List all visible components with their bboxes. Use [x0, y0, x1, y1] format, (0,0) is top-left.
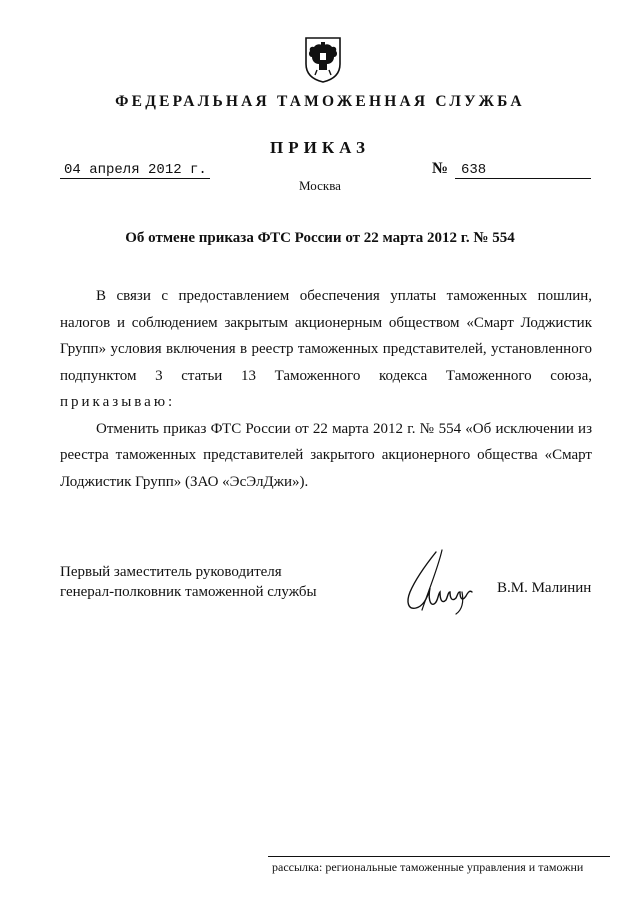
- document-subject: Об отмене приказа ФТС России от 22 марта 2012 г. № 554: [125, 230, 515, 246]
- state-emblem-icon: [302, 34, 344, 84]
- agency-name: ФЕДЕРАЛЬНАЯ ТАМОЖЕННАЯ СЛУЖБА: [115, 93, 525, 110]
- number-sign: №: [432, 160, 449, 177]
- order-word: приказываю:: [60, 394, 176, 410]
- document-body: [60, 283, 592, 495]
- signatory-name: В.М. Малинин: [497, 580, 592, 596]
- distribution-divider: [268, 856, 610, 857]
- paragraph-1-text: В связи с предоставлением обеспечения уплаты таможенных пошлин, налогов и соблюдением закрытым акционерным обществом «Смарт Лоджистик Групп» условия включения в реестр таможенных представителей, установленного подпунктом 3 статьи 13 Таможенного кодекса Таможенного союза,: [60, 288, 592, 384]
- distribution-list: рассылка: региональные таможенные управления и таможни: [272, 860, 584, 874]
- handwritten-signature-icon: [398, 548, 478, 618]
- body-paragraph-2: Отменить приказ ФТС России от 22 марта 2012 г. № 554 «Об исключении из реестра таможенных представителей закрытого акционерного общества «Смарт Лоджистик Групп» (ЗАО «ЭсЭлДжи»).: [60, 420, 592, 490]
- body-paragraph-1: [60, 283, 592, 416]
- signatory-title-line-2: генерал-полковник таможенной службы: [60, 584, 317, 600]
- document-date: 04 апреля 2012 г.: [60, 162, 210, 179]
- signatory-title: [60, 562, 317, 602]
- signatory-title-line-1: Первый заместитель руководителя: [60, 564, 282, 580]
- document-city: Москва: [299, 178, 341, 193]
- document-type: ПРИКАЗ: [270, 138, 370, 157]
- document-number: 638: [455, 162, 591, 179]
